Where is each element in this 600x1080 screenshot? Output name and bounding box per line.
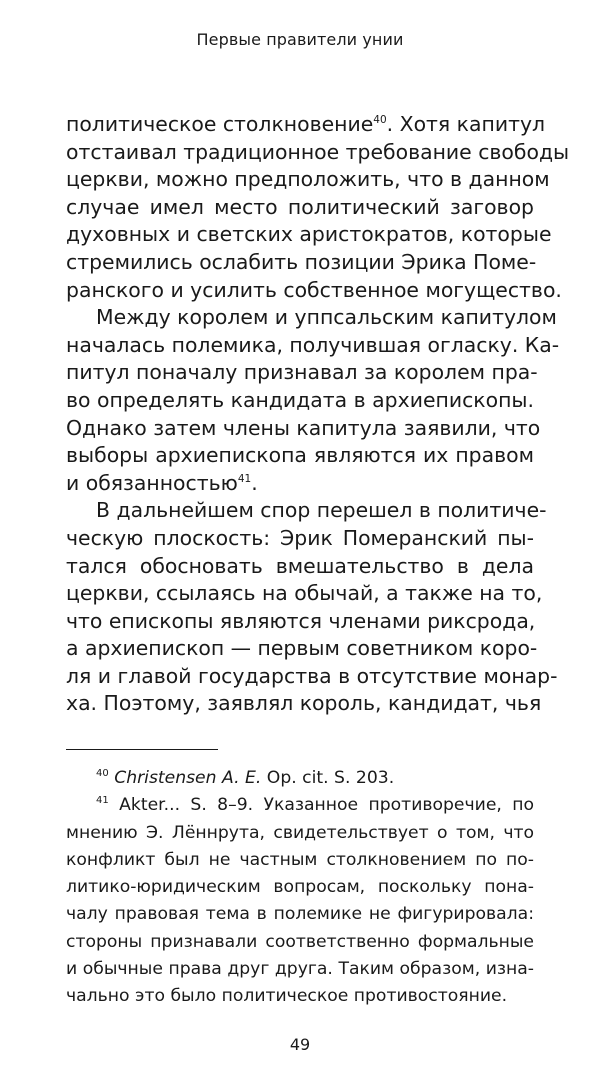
footnote-41: $^{41}$ Akter... S. 8–9. Указанное противоречие, по bbox=[96, 795, 534, 816]
body-line: стремились ослабить позиции Эрика Поме- bbox=[66, 249, 537, 274]
footnote-number: 41 bbox=[96, 795, 109, 807]
body-line: Между королем и уппсальским капитулом bbox=[96, 305, 557, 330]
footnote-line: и обычные права друг друга. Таким образом, изна- bbox=[66, 959, 534, 980]
footnote-line: конфликт был не частным столкновением по по- bbox=[66, 849, 534, 870]
body-line: церкви, можно предположить, что в данном bbox=[66, 167, 550, 192]
footnote-line: стороны признавали соответственно формальные bbox=[66, 931, 534, 952]
page-number: 49 bbox=[289, 1035, 311, 1054]
body-line: ческую плоскость: Эрик Померанский пы- bbox=[66, 525, 534, 550]
body-line: ля и главой государства в отсутствие монар- bbox=[66, 663, 558, 688]
body-line: отстаивал традиционное требование свободы bbox=[66, 139, 570, 164]
body-line: ранского и усилить собственное могущество. bbox=[66, 277, 562, 302]
footnotes bbox=[66, 765, 534, 1011]
body-line: выборы архиепископа являются их правом bbox=[66, 443, 534, 468]
footnote-line: литико-юридическим вопросам, поскольку пона- bbox=[66, 877, 534, 898]
footnote-number: 40 bbox=[96, 768, 109, 779]
footnote-line: чально это было политическое противостояние. bbox=[66, 986, 508, 1007]
body-line: питул поначалу признавал за королем пра- bbox=[66, 360, 538, 385]
footnote-ref-41[interactable]: 41 bbox=[237, 472, 252, 485]
body-line: В дальнейшем спор перешел в политиче- bbox=[96, 498, 547, 523]
body-line: Однако затем члены капитула заявили, что bbox=[66, 415, 541, 440]
footnote-line: мнению Э. Лённрута, свидетельствует о том, что bbox=[66, 822, 534, 843]
footnote-line: чалу правовая тема в полемике не фигурировала: bbox=[66, 904, 534, 925]
body-line: тался обосновать вмешательство в дела bbox=[66, 553, 534, 578]
body-line: ха. Поэтому, заявлял король, кандидат, чья bbox=[66, 691, 542, 716]
running-head: Первые правители унии bbox=[196, 30, 404, 49]
body-line: во определять кандидата в архиепископы. bbox=[66, 387, 534, 412]
body-line: началась полемика, получившая огласку. Ка- bbox=[66, 332, 560, 357]
body-line: случае имел место политический заговор bbox=[66, 194, 534, 219]
body-line: и обязанностью$^{41}$. bbox=[66, 470, 258, 495]
body-line: а архиепископ — первым советником коро- bbox=[66, 636, 538, 661]
body-line: церкви, ссылаясь на обычай, а также на то, bbox=[66, 581, 543, 606]
footnote-ref-40[interactable]: 40 bbox=[373, 114, 387, 126]
body-line: духовных и светских аристократов, которые bbox=[66, 222, 552, 247]
footnote-separator bbox=[66, 749, 218, 750]
footnote-40: $^{40}$ Christensen A. E. Op. cit. S. 203. bbox=[96, 768, 395, 788]
body-line: политическое столкновение$^{40}$. Хотя капитул bbox=[66, 112, 546, 136]
body-text bbox=[66, 111, 570, 718]
body-line: что епископы являются членами риксрода, bbox=[66, 608, 536, 633]
footnote-author: Christensen A. E. bbox=[114, 768, 262, 788]
